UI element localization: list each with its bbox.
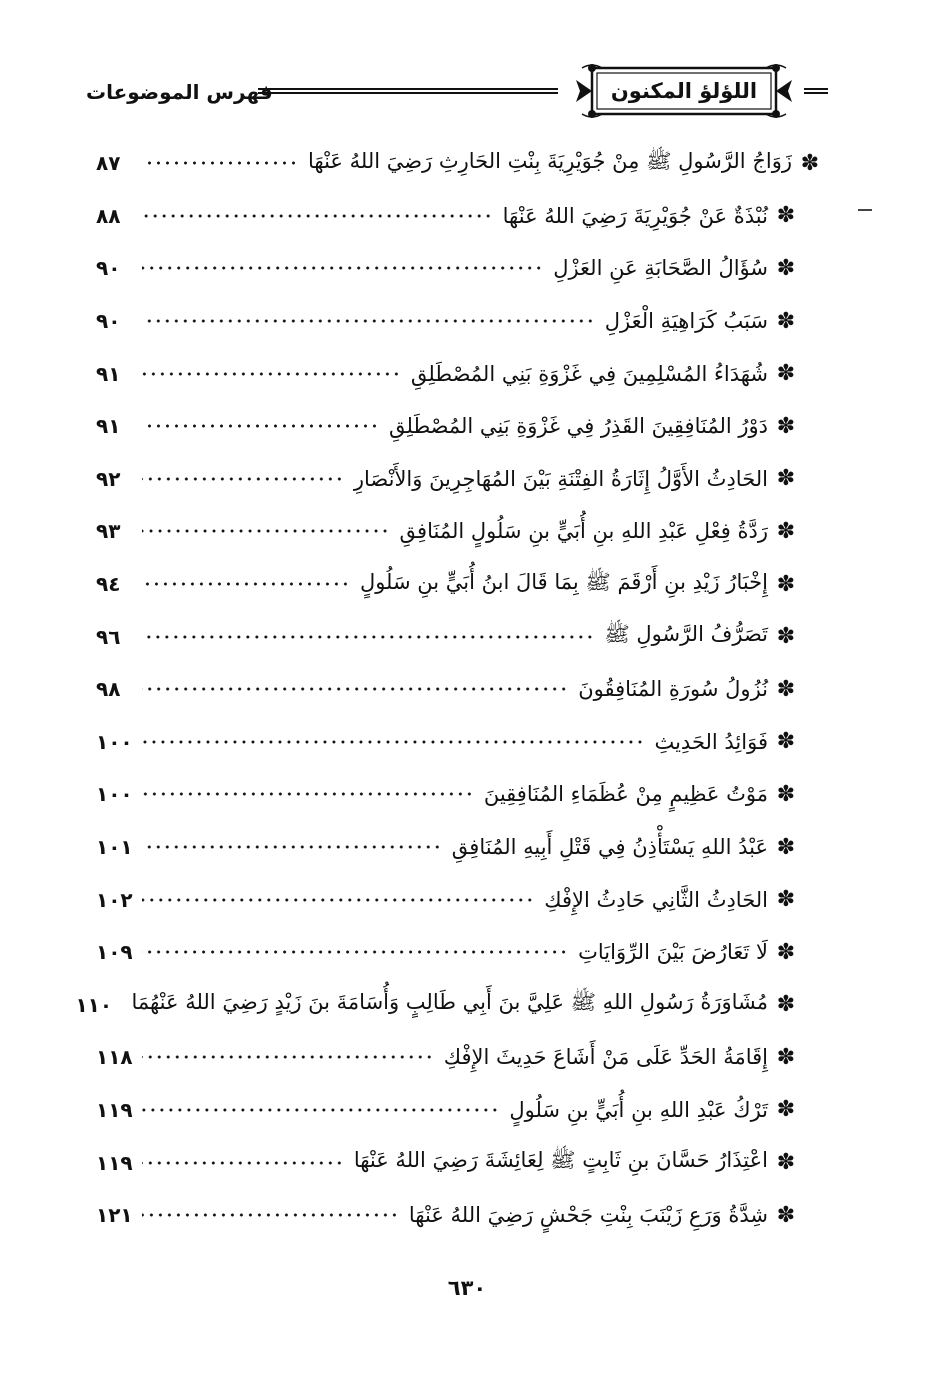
toc-entry bbox=[96, 1136, 800, 1189]
toc-entry-page: ٩٣ bbox=[96, 519, 121, 544]
toc-entry-title: الحَادِثُ الثَّانِي حَادِثُ الإِفْكِ bbox=[544, 887, 768, 912]
toc-entry-title: شُهَدَاءُ المُسْلِمِينَ فِي غَزْوَةِ بَنِي المُصْطَلِقِ bbox=[410, 361, 768, 386]
bullet-icon: ✽ bbox=[776, 361, 796, 387]
toc-entry-page: ٩١ bbox=[96, 414, 121, 439]
toc-entry bbox=[96, 400, 800, 453]
dot-leader bbox=[142, 1213, 399, 1217]
toc-entry-title: نُزُولُ سُورَةِ المُنَافِقُونَ bbox=[578, 677, 768, 702]
toc-entry bbox=[96, 190, 800, 243]
bullet-icon: ✽ bbox=[776, 729, 796, 755]
bullet-icon: ✽ bbox=[776, 1097, 796, 1123]
bullet-icon: ✽ bbox=[776, 518, 796, 544]
toc-entry-title: سُؤَالُ الصَّحَابَةِ عَنِ العَزْلِ bbox=[553, 256, 768, 281]
bullet-icon: ✽ bbox=[776, 887, 796, 913]
bullet-icon: ✽ bbox=[800, 150, 820, 176]
toc-entry-page: ١٠٠ bbox=[96, 782, 133, 807]
toc-entry bbox=[96, 137, 824, 190]
toc-entry-title: تَرْكُ عَبْدِ اللهِ بنِ أُبَيٍّ بنِ سَلُولٍ bbox=[509, 1097, 768, 1122]
bullet-icon: ✽ bbox=[776, 203, 796, 229]
toc-entry bbox=[96, 821, 800, 874]
toc-entry bbox=[96, 453, 800, 506]
toc-entry-title: نُبْذَةٌ عَنْ جُوَيْرِيَةَ رَضِيَ اللهُ عَنْهَا bbox=[502, 203, 768, 228]
toc-entry bbox=[96, 1031, 800, 1084]
header-rule-right bbox=[804, 88, 828, 94]
toc-entry-title: تَصَرُّفُ الرَّسُولِ ﷺ bbox=[604, 622, 768, 647]
toc-entry-title: إِقَامَةُ الحَدِّ عَلَى مَنْ أَشَاعَ حَدِيثَ الإِفْكِ bbox=[443, 1045, 768, 1070]
bullet-icon: ✽ bbox=[776, 1202, 796, 1228]
dot-leader bbox=[142, 950, 568, 954]
dot-leader bbox=[142, 635, 594, 639]
toc-entry-title: زَوَاجُ الرَّسُولِ ﷺ مِنْ جُوَيْرِيَةَ بِنْتِ الحَارِثِ رَضِيَ اللهُ عَنْهَا bbox=[307, 148, 792, 173]
toc-entry bbox=[96, 716, 800, 769]
toc-entry bbox=[96, 768, 800, 821]
dot-leader bbox=[142, 792, 474, 796]
toc-entry bbox=[96, 505, 800, 558]
dot-leader bbox=[142, 319, 595, 323]
bullet-icon: ✽ bbox=[776, 571, 796, 597]
toc-entry-title: سَبَبُ كَرَاهِيَةِ الْعَزْلِ bbox=[604, 309, 768, 334]
toc-entry bbox=[96, 347, 800, 400]
toc-entry-page: ٩٠ bbox=[96, 256, 121, 281]
toc-entry-page: ١١٨ bbox=[96, 1045, 133, 1070]
dot-leader bbox=[142, 161, 298, 165]
bullet-icon: ✽ bbox=[776, 939, 796, 965]
book-title-cartouche-ornament bbox=[570, 62, 798, 120]
toc-entry-page: ٩٤ bbox=[96, 572, 121, 597]
bullet-icon: ✽ bbox=[776, 676, 796, 702]
toc-entry-page: ١٠٢ bbox=[96, 887, 133, 912]
book-title: اللؤلؤ المكنون bbox=[610, 79, 758, 103]
toc-entry-title: عَبْدُ اللهِ يَسْتَأْذِنُ فِي قَتْلِ أَبِيهِ المُنَافِقِ bbox=[451, 835, 768, 860]
bullet-icon: ✽ bbox=[776, 1044, 796, 1070]
toc-entry-page: ٩٦ bbox=[96, 624, 121, 649]
toc-entry-page: ١٠٩ bbox=[96, 940, 133, 965]
bullet-icon: ✽ bbox=[776, 992, 796, 1018]
dot-leader bbox=[142, 898, 534, 902]
dot-leader bbox=[142, 1108, 499, 1112]
toc-entry-title: فَوَائِدُ الحَدِيثِ bbox=[654, 729, 768, 754]
toc-entry-title: شِدَّةُ وَرَعِ زَيْنَبَ بِنْتِ جَحْشٍ رَضِيَ اللهُ عَنْهَا bbox=[408, 1203, 768, 1228]
dot-leader bbox=[142, 529, 390, 533]
toc-entry-title: اعْتِذَارُ حَسَّانَ بنِ ثَابِتٍ ﷺ لِعَائِشَةَ رَضِيَ اللهُ عَنْهَا bbox=[353, 1148, 768, 1173]
page-header bbox=[86, 60, 828, 130]
dot-leader bbox=[142, 687, 568, 691]
margin-dash bbox=[858, 209, 872, 211]
toc-entry-page: ١١٩ bbox=[96, 1150, 133, 1175]
toc-entry bbox=[96, 242, 800, 295]
toc-entry-page: ٩١ bbox=[96, 361, 121, 386]
toc-entry bbox=[75, 979, 800, 1032]
dot-leader bbox=[142, 845, 442, 849]
toc-entry bbox=[96, 663, 800, 716]
dot-leader bbox=[142, 477, 344, 481]
toc-entry-page: ١٠١ bbox=[96, 835, 133, 860]
dot-leader bbox=[142, 372, 401, 376]
toc-entry bbox=[96, 295, 800, 348]
toc-entry-page: ٩٢ bbox=[96, 466, 121, 491]
toc-entry bbox=[96, 873, 800, 926]
bullet-icon: ✽ bbox=[776, 624, 796, 650]
toc-entry-page: ٩٨ bbox=[96, 677, 121, 702]
dot-leader bbox=[142, 582, 350, 586]
dot-leader bbox=[142, 740, 644, 744]
toc-entry bbox=[96, 558, 800, 611]
dot-leader bbox=[142, 1055, 434, 1059]
bullet-icon: ✽ bbox=[776, 466, 796, 492]
toc-entry-title: مُشَاوَرَةُ رَسُولِ اللهِ ﷺ عَلِيَّ بنَ أَبِي طَالِبٍ وَأُسَامَةَ بنَ زَيْدٍ رَضِيَ اللهُ عَنْهُمَا bbox=[131, 990, 768, 1015]
dot-leader bbox=[142, 266, 543, 270]
toc-entry bbox=[96, 1189, 800, 1242]
bullet-icon: ✽ bbox=[776, 308, 796, 334]
toc-entry bbox=[96, 1084, 800, 1137]
toc-entry-title: لَا تَعَارُضَ بَيْنَ الرِّوَايَاتِ bbox=[578, 940, 768, 965]
table-of-contents bbox=[75, 137, 820, 1241]
bullet-icon: ✽ bbox=[776, 781, 796, 807]
dot-leader bbox=[142, 214, 493, 218]
toc-entry-title: دَوْرُ المُنَافِقِينَ القَذِرُ فِي غَزْوَةِ بَنِي المُصْطَلِقِ bbox=[388, 414, 768, 439]
toc-entry bbox=[96, 926, 800, 979]
header-rule-left bbox=[258, 88, 558, 94]
toc-entry-page: ١٠٠ bbox=[96, 729, 133, 754]
toc-entry bbox=[96, 610, 800, 663]
section-title: فهرس الموضوعات bbox=[86, 80, 273, 104]
toc-entry-page: ٨٨ bbox=[96, 203, 121, 228]
bullet-icon: ✽ bbox=[776, 1150, 796, 1176]
toc-entry-page: ١٢١ bbox=[96, 1203, 133, 1228]
toc-entry-title: رَدَّةُ فِعْلِ عَبْدِ اللهِ بنِ أُبَيٍّ بنِ سَلُولٍ المُنَافِقِ bbox=[399, 519, 768, 544]
toc-entry-page: ١١٠ bbox=[75, 992, 113, 1017]
toc-entry-title: مَوْتُ عَظِيمٍ مِنْ عُظَمَاءِ المُنَافِقِينَ bbox=[483, 782, 768, 807]
toc-entry-page: ٩٠ bbox=[96, 309, 121, 334]
dot-leader bbox=[142, 1161, 344, 1165]
toc-entry-page: ١١٩ bbox=[96, 1097, 133, 1122]
bullet-icon: ✽ bbox=[776, 255, 796, 281]
toc-entry-title: الحَادِثُ الأَوَّلُ إِثَارَةُ الفِتْنَةِ بَيْنَ المُهَاجِرِينَ وَالأَنْصَارِ bbox=[353, 466, 768, 491]
page-number: ٦٣٠ bbox=[447, 1276, 487, 1300]
bullet-icon: ✽ bbox=[776, 834, 796, 860]
bullet-icon: ✽ bbox=[776, 413, 796, 439]
toc-entry-title: إِخْبَارُ زَيْدِ بنِ أَرْقَمَ ﷺ بِمَا قَالَ ابنُ أُبَيٍّ بنِ سَلُولٍ bbox=[359, 569, 768, 594]
dot-leader bbox=[142, 424, 379, 428]
toc-entry-page: ٨٧ bbox=[96, 151, 121, 176]
